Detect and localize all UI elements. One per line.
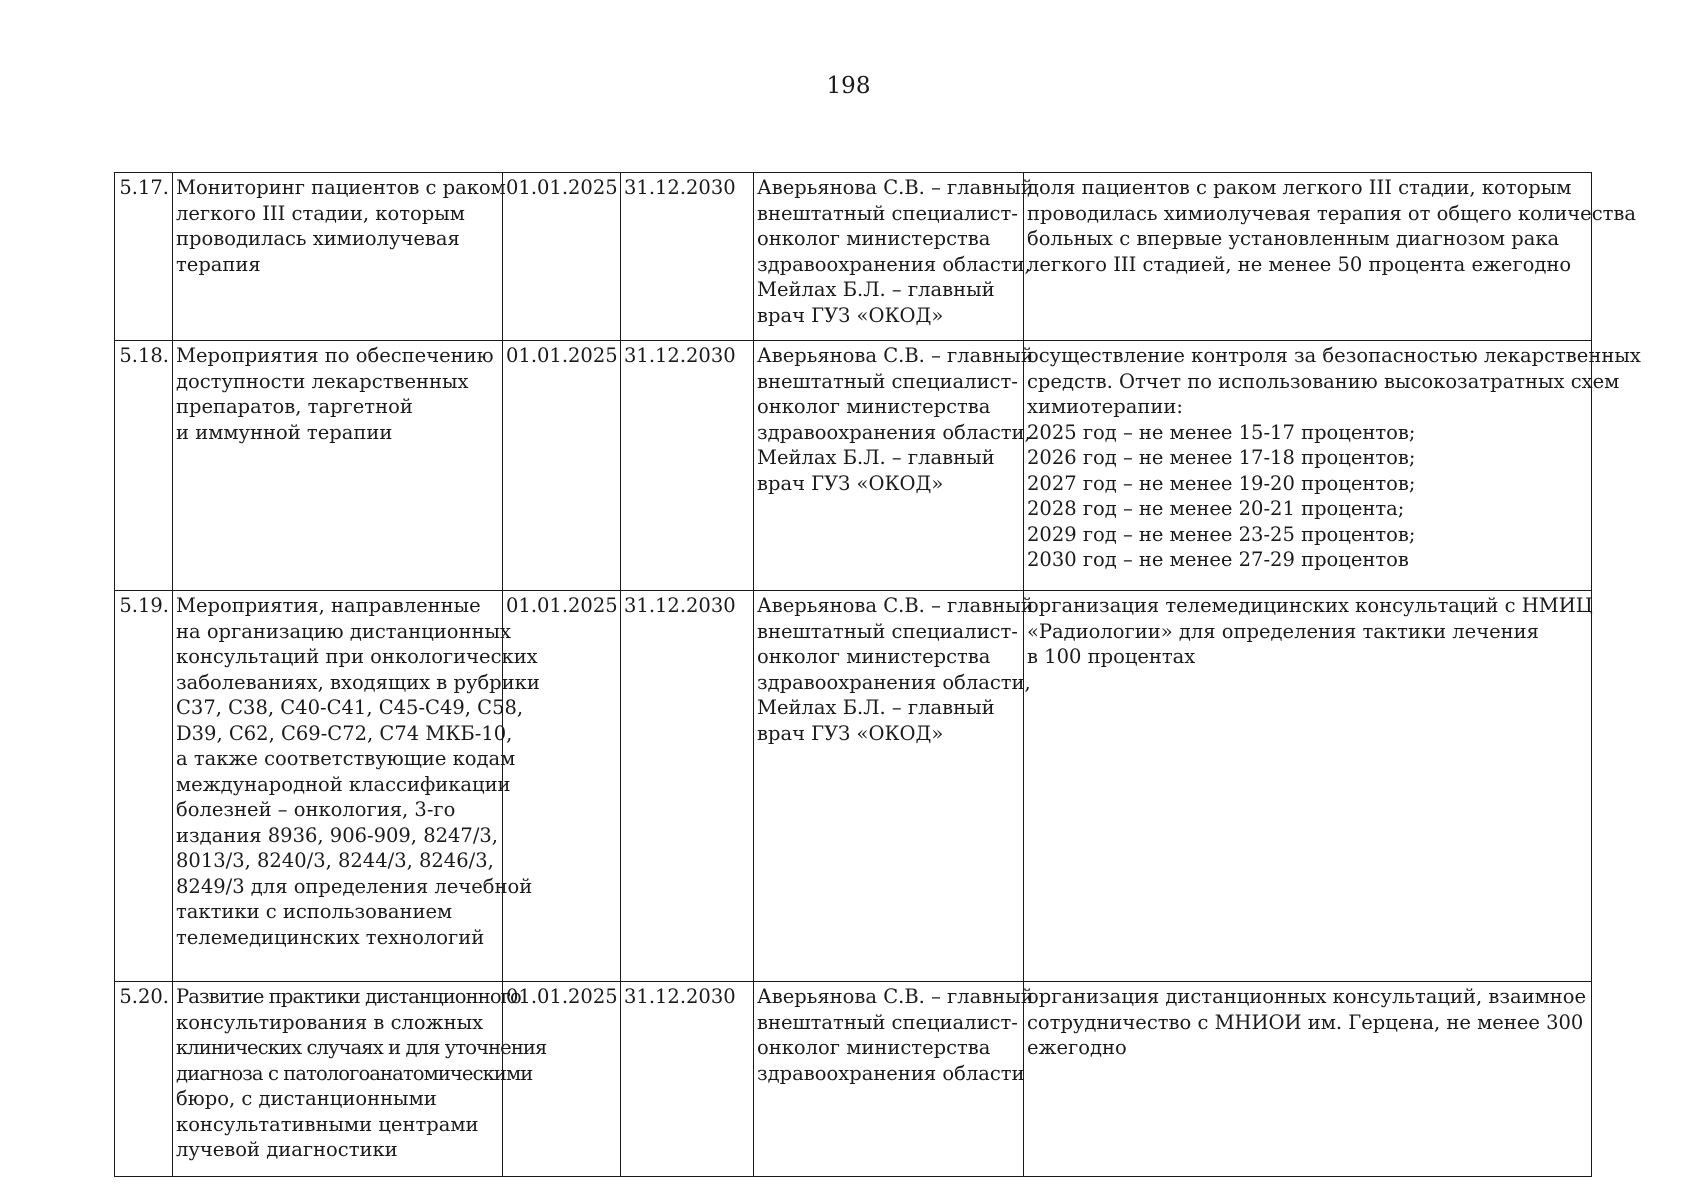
result-indicator	[1024, 591, 1592, 982]
activity-name-line: консультаций при онкологических	[176, 645, 538, 668]
result-line: легкого III стадией, не менее 50 процента ежегодно	[1027, 252, 1572, 276]
responsible-line: здравоохранения области	[757, 1061, 1025, 1085]
activity-name	[173, 591, 540, 982]
result-indicator	[1024, 341, 1641, 591]
result-line: средств. Отчет по использованию высокозатратных схем	[1027, 369, 1620, 393]
activity-name	[173, 982, 547, 1177]
row-number: 5.17.	[115, 173, 173, 341]
activity-name	[173, 173, 506, 341]
activity-name-line: 8013/3, 8240/3, 8244/3, 8246/3,	[176, 849, 494, 872]
responsible-line: здравоохранения области,	[757, 252, 1031, 276]
activity-name-line: клинических случаях и для уточнения	[176, 1036, 547, 1059]
result-line: химиотерапии:	[1027, 395, 1183, 418]
activity-name-line: легкого III стадии, которым	[176, 201, 465, 225]
activity-name-line: издания 8936, 906-909, 8247/3,	[176, 823, 499, 847]
responsible-line: Аверьянова С.В. – главный	[757, 344, 1034, 367]
responsible	[754, 591, 1034, 982]
end-date: 31.12.2030	[621, 982, 754, 1177]
start-date: 01.01.2025	[503, 591, 621, 982]
responsible-line: онколог министерства	[757, 1036, 991, 1059]
row-number: 5.18.	[115, 341, 173, 591]
result-line: организация телемедицинских консультаций с НМИЦ	[1027, 594, 1593, 617]
activity-name-line: заболеваниях, входящих в рубрики	[176, 670, 540, 694]
result-line: осуществление контроля за безопасностью лекарственных	[1027, 344, 1641, 367]
start-date: 01.01.2025	[503, 173, 621, 341]
activity-name-line: лучевой диагностики	[176, 1138, 398, 1161]
row-number: 5.19.	[115, 591, 173, 982]
responsible-line: внештатный специалист-	[757, 369, 1018, 393]
activity-name-line: консультирования в сложных	[176, 1010, 484, 1034]
responsible-line: здравоохранения области,	[757, 670, 1031, 694]
activity-name-line: C37, C38, C40-C41, C45-C49, C58,	[176, 696, 524, 719]
row-number: 5.20.	[115, 982, 173, 1177]
responsible-line: Мейлах Б.Л. – главный	[757, 278, 995, 301]
result-line: 2030 год – не менее 27-29 процентов	[1027, 548, 1409, 571]
activity-name	[173, 341, 503, 591]
result-line: доля пациентов с раком легкого III стадии, которым	[1027, 176, 1572, 199]
result-line: 2029 год – не менее 23-25 процентов;	[1027, 522, 1416, 546]
activity-name-line: тактики с использованием	[176, 900, 453, 923]
result-line: 2025 год – не менее 15-17 процентов;	[1027, 420, 1416, 444]
table-row	[115, 591, 1592, 982]
end-date: 31.12.2030	[621, 591, 754, 982]
start-date: 01.01.2025	[503, 341, 621, 591]
activity-name-line: и иммунной терапии	[176, 420, 393, 444]
responsible-line: здравоохранения области,	[757, 420, 1031, 444]
activity-name-line: болезней – онкология, 3-го	[176, 798, 456, 821]
responsible	[754, 173, 1034, 341]
activity-name-line: проводилась химиолучевая	[176, 227, 460, 250]
end-date: 31.12.2030	[621, 173, 754, 341]
activities-table	[114, 172, 1641, 1177]
activity-name-line: а также соответствующие кодам	[176, 747, 516, 770]
result-line: в 100 процентах	[1027, 645, 1196, 668]
result-indicator	[1024, 173, 1637, 341]
result-indicator	[1024, 982, 1592, 1177]
result-line: организация дистанционных консультаций, взаимное	[1027, 985, 1587, 1008]
responsible-line: врач ГУЗ «ОКОД»	[757, 471, 944, 495]
result-line: 2028 год – не менее 20-21 процента;	[1027, 497, 1405, 520]
responsible-line: онколог министерства	[757, 395, 991, 418]
activity-name-line: международной классификации	[176, 772, 511, 796]
page-number: 198	[826, 73, 871, 99]
activity-name-line: бюро, с дистанционными	[176, 1087, 437, 1110]
result-line: сотрудничество с МНИОИ им. Герцена, не менее 300	[1027, 1010, 1584, 1034]
activity-name-line: Мероприятия, направленные	[176, 594, 481, 617]
responsible-line: Мейлах Б.Л. – главный	[757, 446, 995, 469]
responsible-line: Аверьянова С.В. – главный	[757, 594, 1034, 617]
activity-name-line: препаратов, таргетной	[176, 395, 413, 418]
result-line: проводилась химиолучевая терапия от общего количества	[1027, 201, 1637, 225]
responsible-line: онколог министерства	[757, 645, 991, 668]
activity-name-line: диагноза с патологоанатомическими	[176, 1061, 533, 1085]
activity-name-line: Развитие практики дистанционного	[176, 985, 521, 1008]
responsible-line: Аверьянова С.В. – главный	[757, 985, 1034, 1008]
activity-name-line: Мониторинг пациентов с раком	[176, 176, 506, 199]
end-date: 31.12.2030	[621, 341, 754, 591]
responsible-line: внештатный специалист-	[757, 619, 1018, 643]
responsible	[754, 341, 1034, 591]
result-line: больных с впервые установленным диагнозом рака	[1027, 227, 1560, 250]
responsible-line: врач ГУЗ «ОКОД»	[757, 721, 944, 745]
result-line: 2027 год – не менее 19-20 процентов;	[1027, 471, 1416, 495]
responsible-line: Мейлах Б.Л. – главный	[757, 696, 995, 719]
responsible-line: Аверьянова С.В. – главный	[757, 176, 1034, 199]
activity-name-line: доступности лекарственных	[176, 369, 469, 393]
activity-name-line: консультативными центрами	[176, 1112, 479, 1136]
responsible-line: онколог министерства	[757, 227, 991, 250]
table-row	[115, 982, 1592, 1177]
result-line: 2026 год – не менее 17-18 процентов;	[1027, 446, 1416, 469]
activity-name-line: D39, C62, C69-C72, C74 МКБ-10,	[176, 721, 513, 745]
responsible-line: внештатный специалист-	[757, 201, 1018, 225]
responsible-line: врач ГУЗ «ОКОД»	[757, 303, 944, 327]
table-body	[115, 173, 1641, 1177]
activity-name-line: телемедицинских технологий	[176, 925, 485, 949]
activity-name-line: терапия	[176, 252, 261, 276]
responsible	[754, 982, 1034, 1177]
table-row	[115, 173, 1592, 341]
responsible-line: внештатный специалист-	[757, 1010, 1018, 1034]
activity-name-line: Мероприятия по обеспечению	[176, 344, 494, 367]
start-date: 01.01.2025	[503, 982, 621, 1177]
activity-name-line: на организацию дистанционных	[176, 619, 511, 643]
result-line: ежегодно	[1027, 1036, 1127, 1059]
table-row	[115, 341, 1592, 591]
activity-name-line: 8249/3 для определения лечебной	[176, 874, 533, 898]
result-line: «Радиологии» для определения тактики лечения	[1027, 619, 1539, 643]
